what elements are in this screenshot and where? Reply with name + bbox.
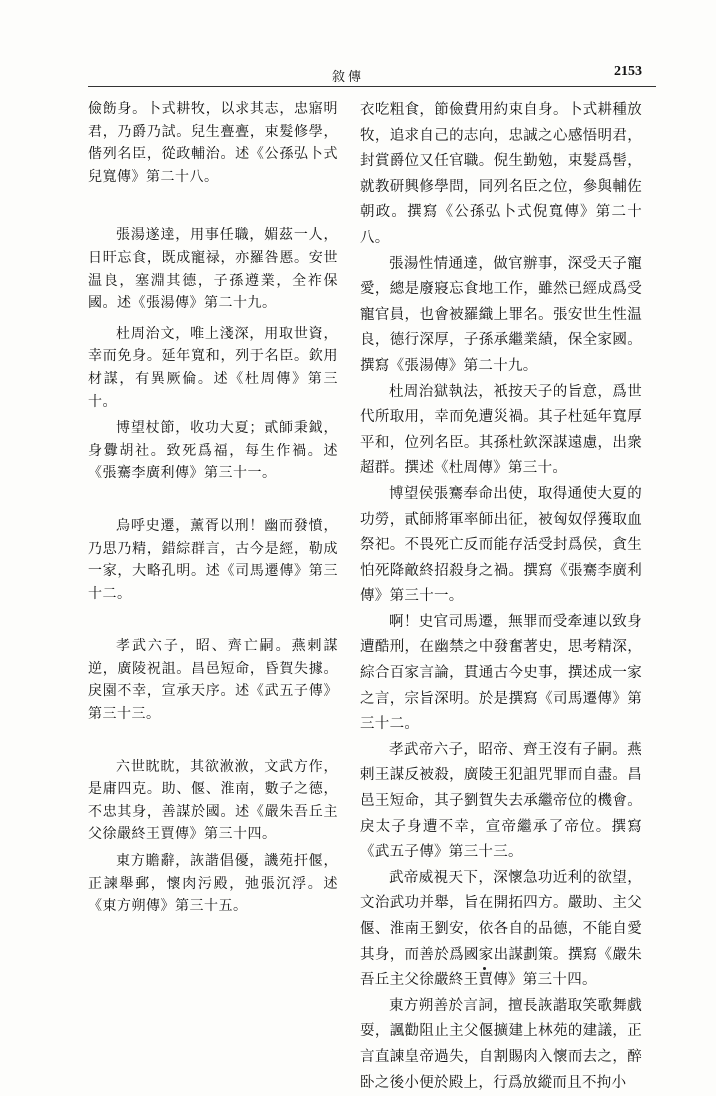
classical-paragraph: 杜周治文，唯上淺深，用取世資，幸而免身。延年寬和，列于名臣。欽用材謀，有異厥倫。述《杜周傳》第三十。: [88, 325, 338, 410]
page-number: 2153: [614, 64, 642, 79]
translation-paragraph: 武帝威視天下，深懷急功近利的欲望，文治武功并舉，旨在開拓四方。嚴助、主父偃、淮南王劉安，依各自的品德，不能自愛其身，而善於爲國家出謀劃策。撰寫《嚴朱吾丘主父徐嚴終王賈傳》第三十四。: [360, 869, 642, 989]
classical-paragraph: 東方贍辭，詼諧倡優，譏苑扞偃，正諫舉郵，懷肉污殿，弛張沉浮。述《東方朔傳》第三十五。: [88, 853, 338, 915]
header-rule: [88, 86, 656, 87]
classical-paragraph: 博望杖節，收功大夏；貳師秉鉞，身釁胡社。致死爲福，每生作禍。述《張騫李廣利傳》第三十一。: [88, 420, 338, 482]
translation-paragraph: 啊！史官司馬遷，無罪而受牽連以致身遭酷刑，在幽禁之中發奮著史，思考精深，綜合百家言論，貫通古今史事，撰述成一家之言，宗旨深明。於是撰寫《司馬遷傳》第三十二。: [360, 613, 642, 733]
translation-paragraph: 衣吃粗食，節儉費用約束自身。卜式耕種放牧，追求自己的志向，忠誠之心感悟明君，封賞爵位又任官職。倪生勤勉，束髮爲髻，就教研興修學問，同列名臣之位，參與輔佐朝政。撰寫《公孫弘卜式倪寬傳》第二十八。: [360, 102, 642, 246]
classical-paragraph: 烏呼史遷，薰胥以刑！幽而發憤，乃思乃精，錯綜群言，古今是經，勒成一家，大略孔明。述《司馬遷傳》第三十二。: [88, 517, 338, 602]
classical-paragraph: 孝武六子，昭、齊亡嗣。燕剌謀逆，廣陵祝詛。昌邑短命，昏賀失據。戾園不幸，宣承天序。述《武五子傳》第三十三。: [88, 638, 338, 723]
running-title: 敘傳: [332, 70, 365, 85]
classical-text-column: [88, 98, 338, 948]
translation-column: [360, 98, 642, 1096]
translation-paragraph: 張湯性情通達，做官辦事，深受天子寵愛，總是廢寢忘食地工作，雖然已經成爲受寵官員，也會被羅織上罪名。張安世生性温良，德行深厚，子孫承繼業績，保全家國。撰寫《張湯傳》第二十九。: [360, 255, 642, 374]
classical-paragraph: 張湯遂達，用事任職，媚茲一人，日旰忘食，既成寵禄，亦羅咎慝。安世温良，塞淵其德，子孫遵業，全祚保國。述《張湯傳》第二十九。: [88, 227, 338, 312]
translation-paragraph: 東方朔善於言詞，擅長詼諧取笑歌舞戲耍，諷勸阻止主父偃擴建上林苑的建議，正言直諫皇帝過失，自割賜肉入懷而去之，醉卧之後小便於殿上，行爲放縱而且不拘小: [360, 997, 642, 1091]
classical-paragraph: 儉飭身。卜式耕牧，以求其志，忠寤明君，乃爵乃試。兒生亹亹，束髮修學，偕列名臣，從政輔治。述《公孫弘卜式兒寬傳》第二十八。: [88, 101, 338, 185]
translation-paragraph: 杜周治獄執法，衹按天子的旨意，爲世代所取用，幸而免遭災禍。其子杜延年寬厚平和，位列名臣。其孫杜欽深謀遠慮，出衆超群。撰述《杜周傳》第三十。: [360, 383, 642, 477]
classical-paragraph: 六世眈眈，其欲浟浟，文武方作，是庸四克。助、偃、淮南，數子之德，不忠其身，善謀於國。述《嚴朱吾丘主父徐嚴終王賈傳》第三十四。: [88, 758, 338, 843]
translation-paragraph: 孝武帝六子，昭帝、齊王沒有子嗣。燕剌王謀反被殺，廣陵王犯詛咒罪而自盡。昌邑王短命，其子劉賀失去承繼帝位的機會。戾太子身遭不幸，宣帝繼承了帝位。撰寫《武五子傳》第三十三。: [360, 741, 642, 861]
scan-speck: [483, 967, 486, 970]
translation-paragraph: 博望侯張騫奉命出使，取得通使大夏的功勞，貳師將軍率師出征，被匈奴俘獲取血祭祀。不畏死亡反而能存活受封爲侯，貪生怕死降敵終招殺身之禍。撰寫《張騫李廣利傳》第三十一。: [360, 485, 642, 605]
